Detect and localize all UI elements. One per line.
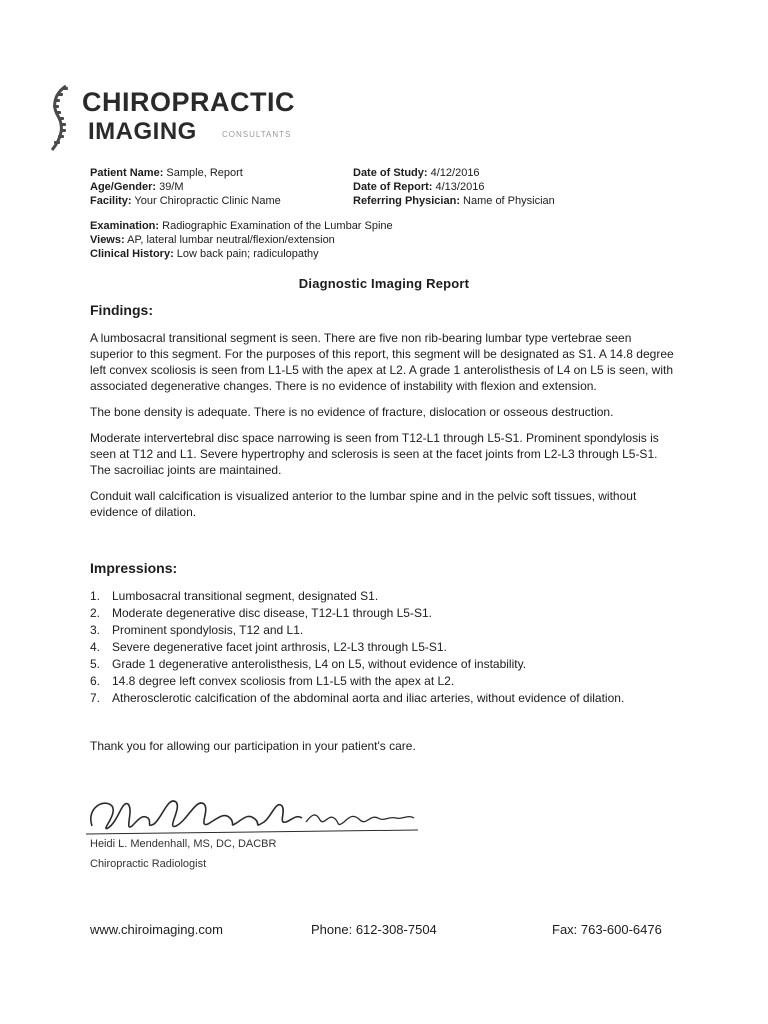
impression-text: Grade 1 degenerative anterolisthesis, L4 on L5, without evidence of instability. [112,657,527,671]
logo-text-chiropractic: CHIROPRACTIC [82,87,295,117]
clinical-history-label: Clinical History: [90,248,174,260]
views-label: Views: [90,234,125,246]
findings-paragraph: The bone density is adequate. There is no evidence of fracture, dislocation or osseous destruction. [90,405,614,419]
examination-value: Radiographic Examination of the Lumbar Spine [159,220,393,232]
impression-item [90,622,675,638]
impression-item [90,656,675,672]
impression-number: 7. [90,691,101,705]
impression-number: 1. [90,589,101,603]
footer-website: www.chiroimaging.com [90,922,223,937]
facility-row [90,194,281,208]
examination-row [90,219,393,233]
impression-item [90,673,675,689]
impression-number: 3. [90,623,101,637]
clinical-history-row [90,247,393,261]
signatory-title: Chiropractic Radiologist [90,858,207,870]
findings-paragraph: A lumbosacral transitional segment is seen. There are five non rib-bearing lumbar type vertebrae seen superior to this segment. For the purposes of this report, this segment will be designated as S1. A 14.8 degree left convex scoliosis is seen from L1-L5 with the apex at L2. A grade 1 anterolisthesis of L4 on L5 is seen, with associated degenerative changes. There is no evidence of instability with flexion and extension. [90,331,674,393]
handwritten-signature [78,788,438,843]
views-row [90,233,393,247]
impression-item [90,605,675,621]
patient-name-label: Patient Name: [90,167,164,179]
report-title: Diagnostic Imaging Report [298,276,470,291]
impression-number: 6. [90,674,101,688]
logo-subtext: CONSULTANTS [222,130,292,139]
impression-item [90,639,675,655]
impression-text: Lumbosacral transitional segment, designated S1. [112,589,379,603]
views-value: AP, lateral lumbar neutral/flexion/extension [124,234,335,246]
footer-phone: Phone: 612-308-7504 [311,922,437,937]
findings-paragraph: Conduit wall calcification is visualized anterior to the lumbar spine and in the pelvic soft tissues, without evidence of dilation. [90,489,637,519]
logo-text-imaging: IMAGING [88,118,197,145]
examination-label: Examination: [90,220,160,232]
spine-logo-icon [44,84,80,154]
date-of-report-row [353,180,555,194]
exam-info [90,219,393,261]
impression-item [90,588,675,604]
referring-physician-value: Name of Physician [459,195,555,207]
facility-value: Your Chiropractic Clinic Name [131,195,281,207]
company-logo [44,84,304,154]
date-of-study-label: Date of Study: [353,167,428,179]
findings-heading: Findings: [90,302,153,318]
referring-physician-label: Referring Physician: [353,195,460,207]
impressions-list [90,588,675,707]
age-gender-value: 39/M [156,181,184,193]
date-of-report-value: 4/13/2016 [432,181,485,193]
facility-label: Facility: [90,195,132,207]
age-gender-row [90,180,281,194]
impression-item [90,690,675,706]
patient-info [90,166,281,208]
findings-paragraph: Moderate intervertebral disc space narrowing is seen from T12-L1 through L5-S1. Prominent spondylosis is seen at T12 and L1. Severe hypertrophy and sclerosis is seen at the facet joints from L2-L3 through L5-S1. The sacroiliac joints are maintained. [90,431,659,477]
findings-body [90,330,675,530]
impression-text: 14.8 degree left convex scoliosis from L1-L5 with the apex at L2. [112,674,455,688]
date-of-report-label: Date of Report: [353,181,433,193]
footer-fax: Fax: 763-600-6476 [552,922,662,937]
impressions-heading: Impressions: [90,560,178,576]
referring-physician-row [353,194,555,208]
age-gender-label: Age/Gender: [90,181,157,193]
impression-text: Prominent spondylosis, T12 and L1. [112,623,304,637]
clinical-history-value: Low back pain; radiculopathy [173,248,319,260]
impression-number: 4. [90,640,101,654]
study-info [353,166,555,208]
impression-number: 5. [90,657,101,671]
date-of-study-value: 4/12/2016 [427,167,480,179]
patient-name-value: Sample, Report [163,167,243,179]
impression-text: Atherosclerotic calcification of the abdominal aorta and iliac arteries, without evidence of dilation. [112,691,625,705]
impression-text: Severe degenerative facet joint arthrosis, L2-L3 through L5-S1. [112,640,447,654]
signatory-name: Heidi L. Mendenhall, MS, DC, DACBR [90,838,277,850]
impression-number: 2. [90,606,101,620]
impression-text: Moderate degenerative disc disease, T12-L1 through L5-S1. [112,606,432,620]
patient-name-row [90,166,281,180]
date-of-study-row [353,166,555,180]
thank-you-note: Thank you for allowing our participation in your patient's care. [90,739,416,753]
